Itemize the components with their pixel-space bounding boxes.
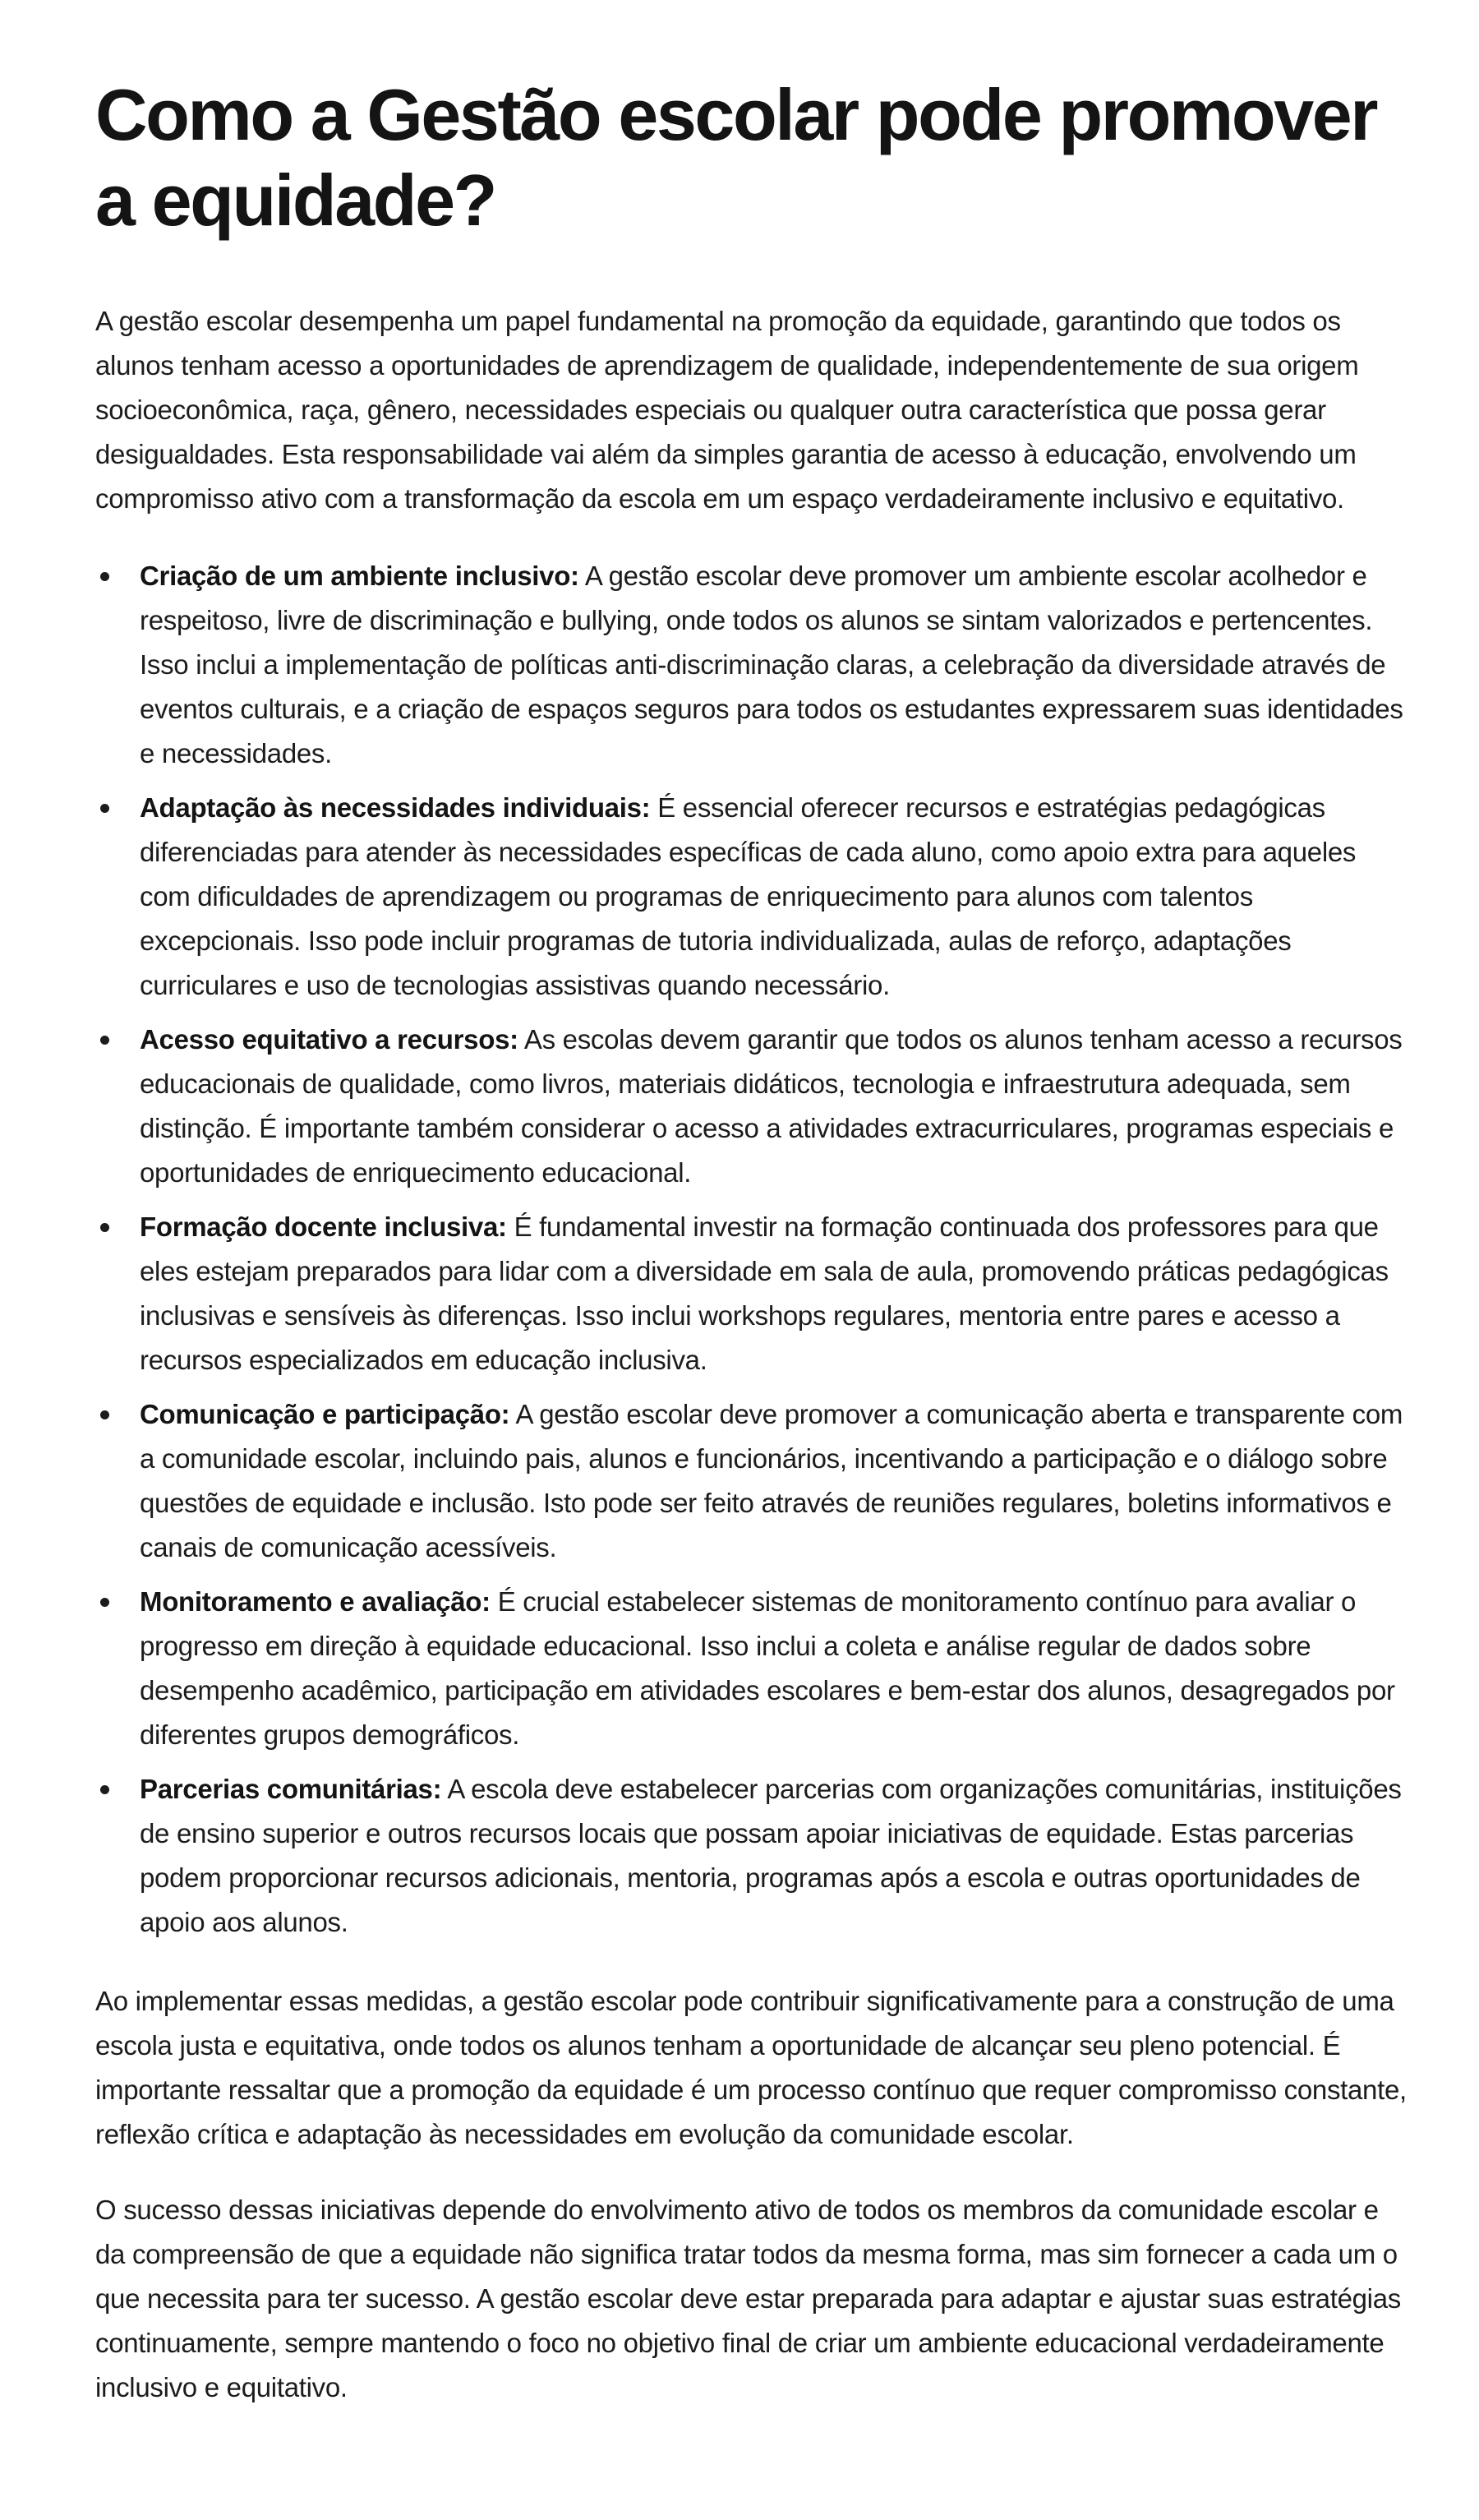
list-item: [95, 1018, 1412, 1195]
page-title: Como a Gestão escolar pode promover a equidade?: [95, 74, 1377, 241]
list-item-text: A gestão escolar deve promover um ambiente escolar acolhedor e respeitoso, livre de discriminação e bullying, onde todos os alunos se sintam valorizados e pertencentes. Isso inclui a implementação de políticas anti-discriminação claras, a celebração da diversidade através de eventos culturais, e a criação de espaços seguros para todos os estudantes expressarem suas identidades e necessidades.: [140, 561, 1403, 768]
list-item: [95, 1205, 1412, 1382]
list-item-label: Comunicação e participação:: [140, 1399, 510, 1429]
list-item-text: As escolas devem garantir que todos os alunos tenham acesso a recursos educacionais de qualidade, como livros, materiais didáticos, tecnologia e infraestrutura adequada, sem distinção. É importante também considerar o acesso a atividades extracurriculares, programas especiais e oportunidades de enriquecimento educacional.: [140, 1024, 1403, 1188]
list-item-label: Acesso equitativo a recursos:: [140, 1024, 518, 1055]
list-item-text: É essencial oferecer recursos e estratégias pedagógicas diferenciadas para atender às necessidades específicas de cada aluno, como apoio extra para aqueles com dificuldades de aprendizagem ou programas de enriquecimento para alunos com talentos excepcionais. Isso pode incluir programas de tutoria individualizada, aulas de reforço, adaptações curriculares e uso de tecnologias assistivas quando necessário.: [140, 792, 1357, 1000]
list-item: [95, 1767, 1412, 1945]
list-item-text: A escola deve estabelecer parcerias com organizações comunitárias, instituições de ensino superior e outros recursos locais que possam apoiar iniciativas de equidade. Estas parcerias podem proporcionar recursos adicionais, mentoria, programas após a escola e outras oportunidades de apoio aos alunos.: [140, 1774, 1402, 1937]
intro-paragraph: A gestão escolar desempenha um papel fundamental na promoção da equidade, garantindo que todos os alunos tenham acesso a oportunidades de aprendizagem de qualidade, independentemente de sua origem socioeconômica, raça, gênero, necessidades especiais ou qualquer outra característica que possa gerar desigualdades. Esta responsabilidade vai além da simples garantia de acesso à educação, envolvendo um compromisso ativo com a transformação da escola em um espaço verdadeiramente inclusivo e equitativo.: [95, 306, 1359, 514]
list-item-label: Parcerias comunitárias:: [140, 1774, 442, 1804]
list-item-label: Formação docente inclusiva:: [140, 1212, 507, 1242]
conclusion-paragraph: Ao implementar essas medidas, a gestão escolar pode contribuir significativamente para a construção de uma escola justa e equitativa, onde todos os alunos tenham a oportunidade de alcançar seu pleno potencial. É importante ressaltar que a promoção da equidade é um processo contínuo que requer compromisso constante, reflexão crítica e adaptação às necessidades em evolução da comunidade escolar.: [95, 1986, 1407, 2149]
list-item: [95, 554, 1412, 776]
list-item: [95, 1392, 1412, 1570]
list-item-text: É fundamental investir na formação continuada dos professores para que eles estejam preparados para lidar com a diversidade em sala de aula, promovendo práticas pedagógicas inclusivas e sensíveis às diferenças. Isso inclui workshops regulares, mentoria entre pares e acesso a recursos especializados em educação inclusiva.: [140, 1212, 1389, 1375]
list-item-text: A gestão escolar deve promover a comunicação aberta e transparente com a comunidade escolar, incluindo pais, alunos e funcionários, incentivando a participação e o diálogo sobre questões de equidade e inclusão. Isto pode ser feito através de reuniões regulares, boletins informativos e canais de comunicação acessíveis.: [140, 1399, 1403, 1562]
list-item-label: Monitoramento e avaliação:: [140, 1586, 491, 1617]
closing-paragraph: O sucesso dessas iniciativas depende do envolvimento ativo de todos os membros da comunidade escolar e da compreensão de que a equidade não significa tratar todos da mesma forma, mas sim fornecer a cada um o que necessita para ter sucesso. A gestão escolar deve estar preparada para adaptar e ajustar suas estratégias continuamente, sempre mantendo o foco no objetivo final de criar um ambiente educacional verdadeiramente inclusivo e equitativo.: [95, 2195, 1401, 2402]
list-item-label: Adaptação às necessidades individuais:: [140, 792, 651, 823]
list-item: [95, 1580, 1412, 1757]
list-item-label: Criação de um ambiente inclusivo:: [140, 561, 579, 591]
strategy-list: [95, 554, 1412, 1945]
list-item: [95, 786, 1412, 1008]
list-item-text: É crucial estabelecer sistemas de monitoramento contínuo para avaliar o progresso em direção à equidade educacional. Isso inclui a coleta e análise regular de dados sobre desempenho acadêmico, participação em atividades escolares e bem-estar dos alunos, desagregados por diferentes grupos demográficos.: [140, 1586, 1395, 1750]
